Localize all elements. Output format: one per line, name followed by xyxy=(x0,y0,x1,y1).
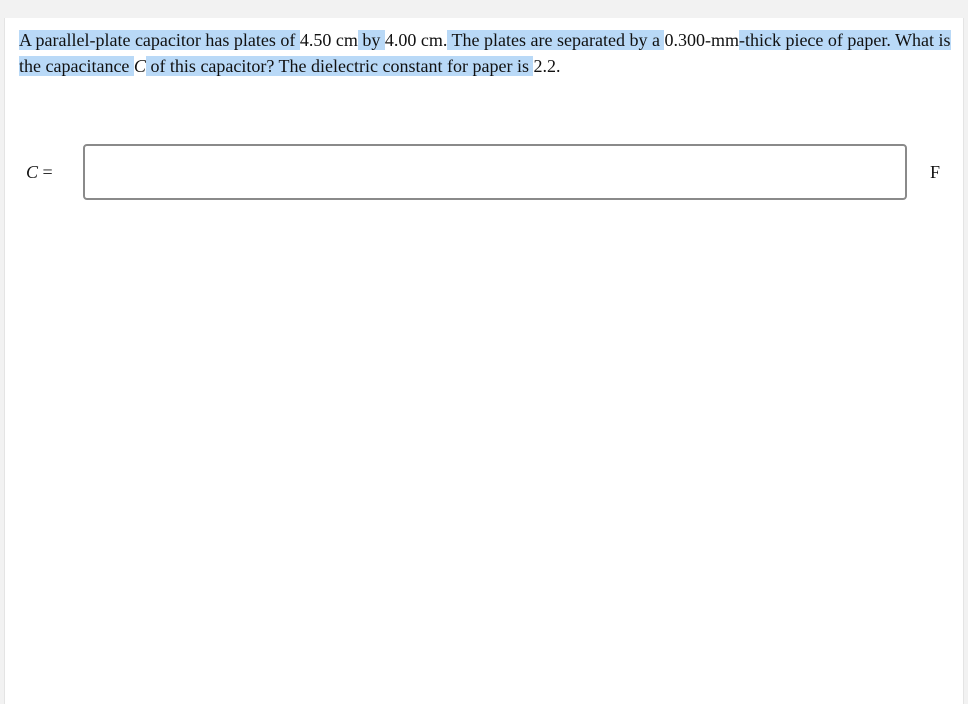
answer-variable-symbol: C xyxy=(26,162,39,182)
question-text-part2: The plates are separated by a xyxy=(447,30,665,50)
answer-variable-label xyxy=(26,161,53,183)
problem-statement xyxy=(19,27,953,79)
question-text-part4: of this capacitor? The dielectric constant for paper is xyxy=(145,56,534,76)
plate-length-value: 4.50 cm xyxy=(299,30,358,50)
dielectric-constant-value: 2.2. xyxy=(533,56,561,76)
capacitance-answer-input[interactable] xyxy=(83,144,907,200)
question-text-part3: -thick piece of paper. What is the capacitance xyxy=(19,30,951,76)
capacitance-symbol: C xyxy=(133,56,146,76)
problem-card xyxy=(4,18,964,704)
answer-equals-sign: = xyxy=(38,162,53,182)
question-text-part1: A parallel-plate capacitor has plates of xyxy=(19,30,300,50)
paper-thickness-value: 0.300-mm xyxy=(664,30,739,50)
plate-width-value: 4.00 cm. xyxy=(384,30,448,50)
question-text-by: by xyxy=(357,30,385,50)
answer-row xyxy=(5,144,965,200)
answer-unit-label: F xyxy=(930,162,941,182)
